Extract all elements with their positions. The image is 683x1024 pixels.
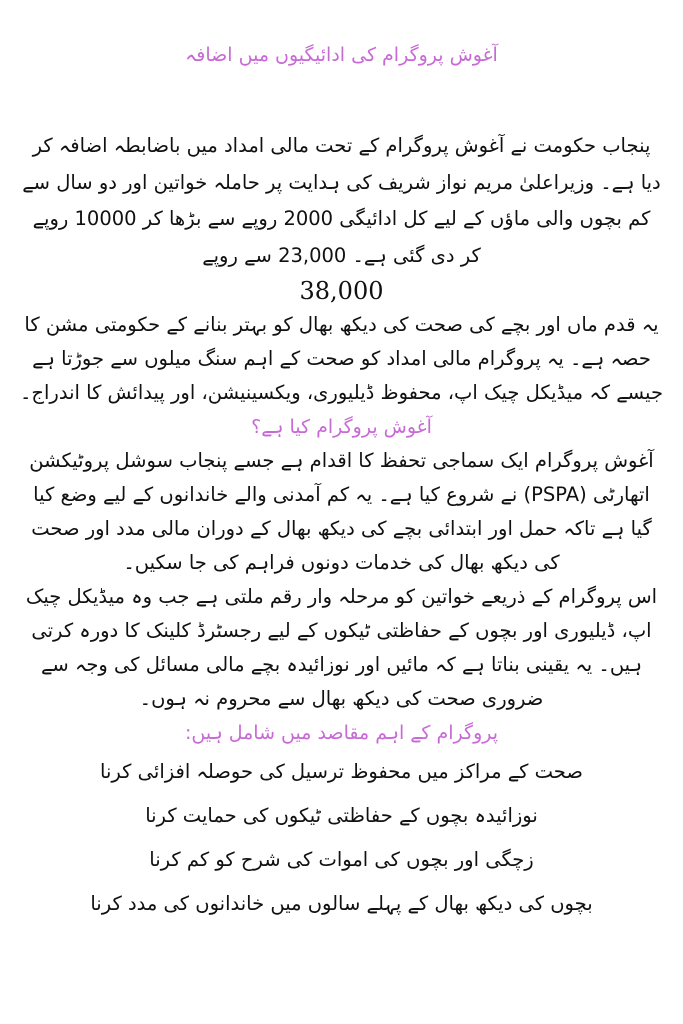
what-is-program-heading: آغوش پروگرام کیا ہے؟ bbox=[251, 416, 432, 438]
objective-item: نوزائیدہ بچوں کے حفاظتی ٹیکوں کی حمایت کرنا bbox=[145, 804, 538, 827]
program-description-paragraph: آغوش پروگرام ایک سماجی تحفظ کا اقدام ہے جسے پنجاب سوشل پروٹیکشن اتھارٹی (PSPA) نے شروع کیا ہے۔ یہ کم آمدنی والے خاندانوں کے لیے وضع کیا گیا ہے تاکہ حمل اور ابتدائی بچے کی دیکھ بھال کے دوران مالی مدد اور صحت کی دیکھ بھال کی خدمات دونوں فراہم کی جا سکیں۔ bbox=[29, 449, 654, 574]
mission-paragraph: یہ قدم ماں اور بچے کی صحت کی دیکھ بھال کو بہتر بنانے کے حکومتی مشن کا حصہ ہے۔ یہ پروگرام مالی امداد کو صحت کے اہم سنگ میلوں سے جوڑتا ہے جیسے کہ میڈیکل چیک اپ، محفوظ ڈیلیوری، ویکسینیشن، اور پیدائش کا اندراج۔ bbox=[20, 313, 663, 404]
article-title: آغوش پروگرام کی ادائیگیوں میں اضافہ bbox=[185, 44, 498, 66]
objective-item: بچوں کی دیکھ بھال کے پہلے سالوں میں خاندانوں کی مدد کرنا bbox=[90, 892, 593, 915]
objective-item: زچگی اور بچوں کی اموات کی شرح کو کم کرنا bbox=[149, 848, 534, 871]
payment-process-paragraph: اس پروگرام کے ذریعے خواتین کو مرحلہ وار رقم ملتی ہے جب وہ میڈیکل چیک اپ، ڈیلیوری اور بچوں کے حفاظتی ٹیکوں کے لیے رجسٹرڈ کلینک کا دورہ کرتی ہیں۔ یہ یقینی بناتا ہے کہ مائیں اور نوزائیدہ بچے مالی مسائل کی وجہ سے ضروری صحت کی دیکھ بھال سے محروم نہ ہوں۔ bbox=[25, 585, 658, 710]
objectives-list bbox=[16, 750, 667, 926]
objectives-heading: پروگرام کے اہم مقاصد میں شامل ہیں: bbox=[184, 722, 499, 744]
objective-item: صحت کے مراکز میں محفوظ ترسیل کی حوصلہ افزائی کرنا bbox=[100, 760, 583, 783]
intro-paragraph: پنجاب حکومت نے آغوش پروگرام کے تحت مالی امداد میں باضابطہ اضافہ کر دیا ہے۔ وزیراعلیٰ مریم نواز شریف کی ہدایت پر حاملہ خواتین اور دو سال سے کم بچوں والی ماؤں کے لیے کل ادائیگی 2000 روپے سے بڑھا کر 10000 روپے کر دی گئی ہے۔ 23,000 سے روپے bbox=[22, 134, 661, 267]
amount-line: 38,000 bbox=[299, 277, 384, 305]
